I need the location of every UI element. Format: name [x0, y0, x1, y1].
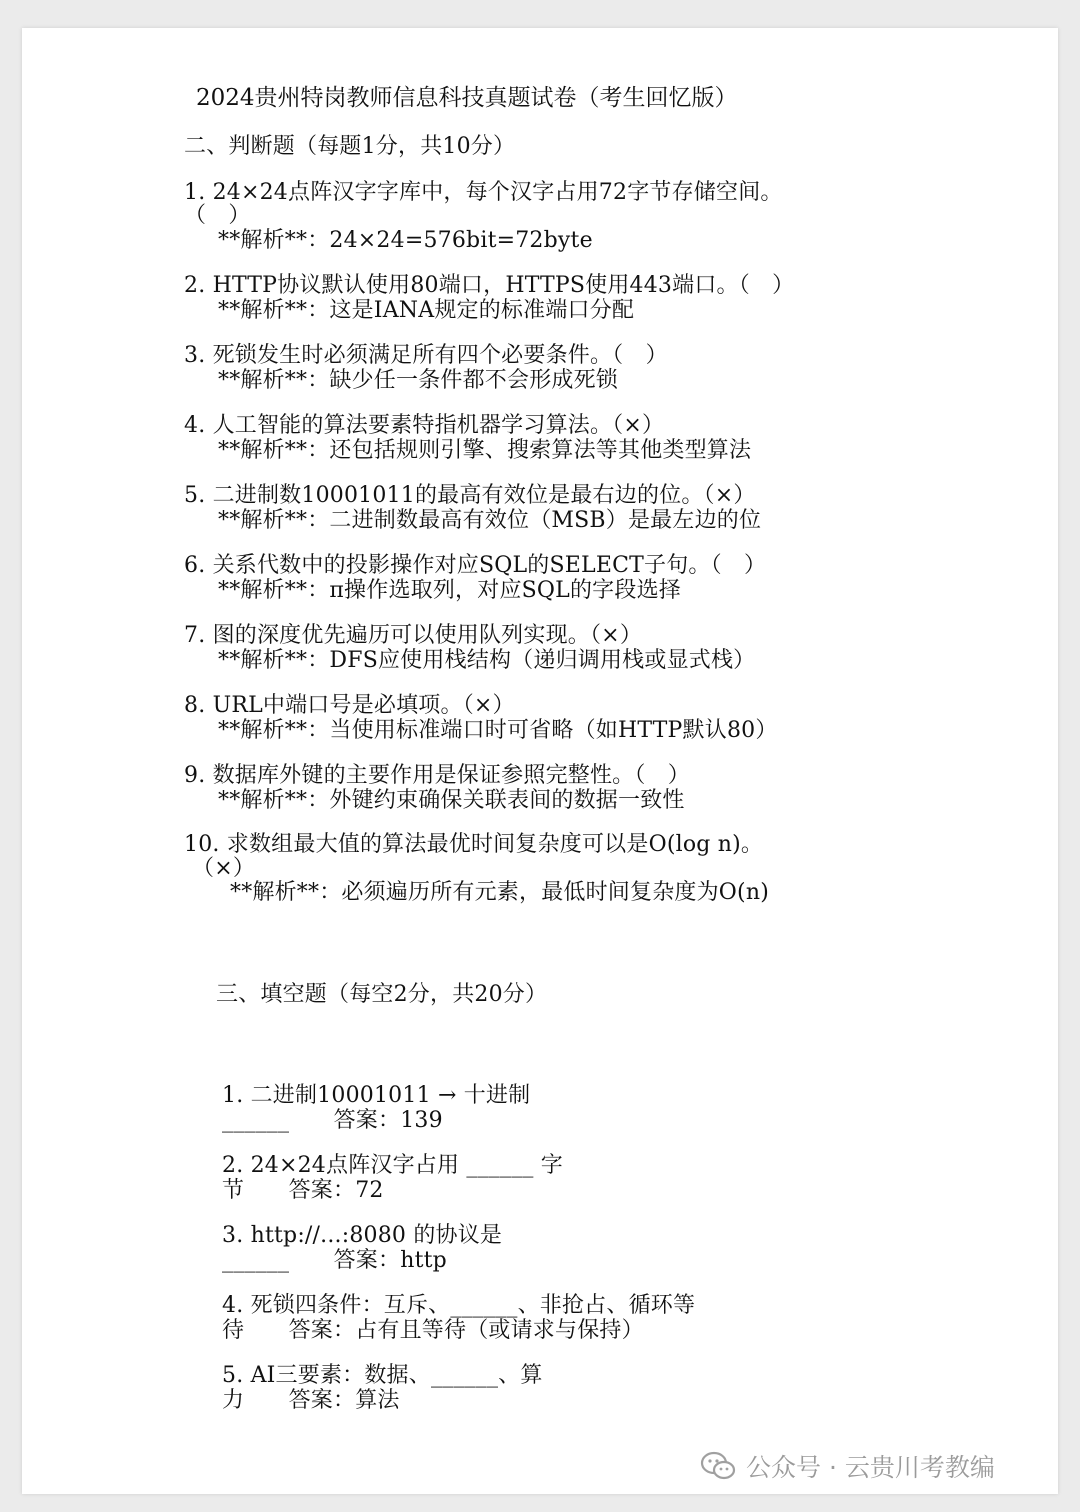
watermark-text: 公众号 · 云贵川考教编: [746, 1453, 995, 1482]
judge-q7: 7. 图的深度优先遍历可以使用队列实现。（×）: [184, 623, 643, 648]
judge-q5: 5. 二进制数10001011的最高有效位是最右边的位。（×）: [184, 483, 756, 508]
judge-q3: 3. 死锁发生时必须满足所有四个必要条件。（ ）: [184, 343, 668, 368]
judge-section-header: 二、判断题（每题1分，共10分）: [184, 134, 516, 159]
judge-q5-analysis: **解析**：二进制数最高有效位（MSB）是最左边的位: [218, 508, 762, 533]
fill-q3: 3. http://...:8080 的协议是: [222, 1223, 503, 1248]
judge-q8-analysis: **解析**：当使用标准端口时可省略（如HTTP默认80）: [218, 718, 778, 743]
judge-q1: 1. 24×24点阵汉字字库中，每个汉字占用72字节存储空间。: [184, 180, 783, 205]
judge-q2-analysis: **解析**：这是IANA规定的标准端口分配: [218, 298, 635, 323]
judge-q9: 9. 数据库外键的主要作用是保证参照完整性。（ ）: [184, 763, 690, 788]
fill-q4: 4. 死锁四条件：互斥、______、非抢占、循环等: [222, 1293, 696, 1318]
judge-q6-analysis: **解析**：π操作选取列，对应SQL的字段选择: [218, 578, 681, 603]
judge-q9-analysis: **解析**：外键约束确保关联表间的数据一致性: [218, 788, 685, 813]
judge-q10: 10. 求数组最大值的算法最优时间复杂度可以是O(log n)。: [184, 832, 764, 857]
fill-q2: 2. 24×24点阵汉字占用 ______ 字: [222, 1153, 563, 1178]
fill-q2-answer: 节 答案：72: [222, 1178, 384, 1203]
fill-q5-answer: 力 答案：算法: [222, 1388, 400, 1413]
judge-q10-analysis: **解析**：必须遍历所有元素，最低时间复杂度为O(n): [230, 880, 769, 905]
judge-q1-analysis: **解析**：24×24=576bit=72byte: [218, 228, 593, 253]
watermark: [700, 1448, 995, 1484]
judge-q10-bracket: （×）: [192, 856, 256, 881]
judge-q4-analysis: **解析**：还包括规则引擎、搜索算法等其他类型算法: [218, 438, 752, 463]
fill-section-header: 三、填空题（每空2分，共20分）: [216, 982, 548, 1007]
fill-q3-answer: ______ 答案：http: [222, 1248, 447, 1273]
judge-q1-bracket: （ ）: [184, 203, 251, 228]
fill-q4-answer: 待 答案：占有且等待（或请求与保持）: [222, 1318, 644, 1343]
judge-q4: 4. 人工智能的算法要素特指机器学习算法。（×）: [184, 413, 665, 438]
judge-q8: 8. URL中端口号是必填项。（×）: [184, 693, 515, 718]
fill-q5: 5. AI三要素：数据、______、算: [222, 1363, 543, 1388]
fill-q1: 1. 二进制10001011 → 十进制: [222, 1083, 531, 1108]
judge-q2: 2. HTTP协议默认使用80端口，HTTPS使用443端口。（ ）: [184, 273, 795, 298]
wechat-icon: [700, 1451, 736, 1481]
page-title: 2024贵州特岗教师信息科技真题试卷（考生回忆版）: [196, 85, 738, 111]
judge-q7-analysis: **解析**：DFS应使用栈结构（递归调用栈或显式栈）: [218, 648, 756, 673]
fill-q1-answer: ______ 答案：139: [222, 1108, 443, 1133]
judge-q6: 6. 关系代数中的投影操作对应SQL的SELECT子句。（ ）: [184, 553, 767, 578]
judge-q3-analysis: **解析**：缺少任一条件都不会形成死锁: [218, 368, 619, 393]
